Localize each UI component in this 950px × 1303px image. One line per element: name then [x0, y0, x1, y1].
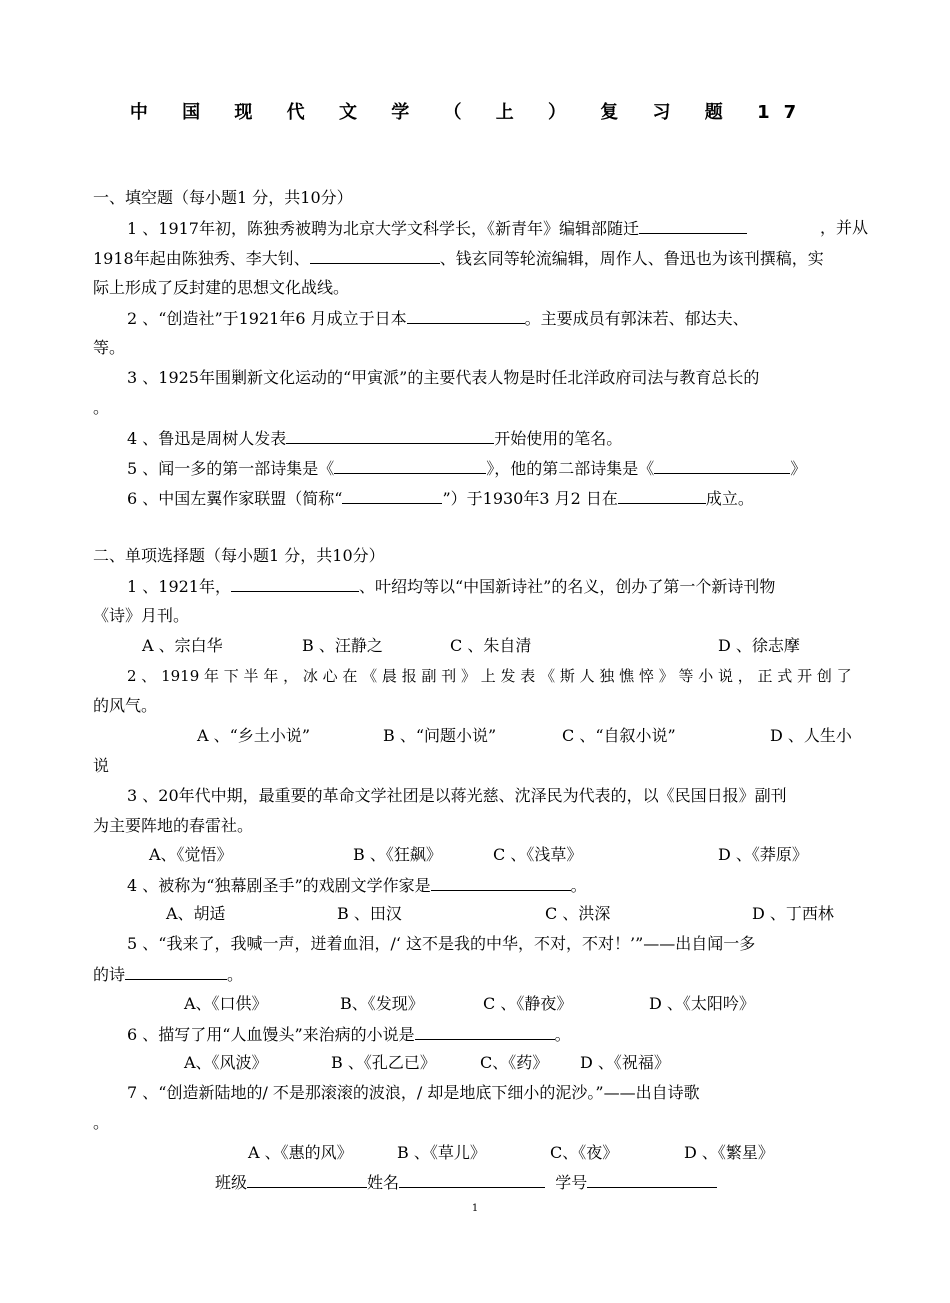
option[interactable]: C 、“自叙小说”: [562, 726, 676, 745]
option[interactable]: C、《夜》: [550, 1143, 619, 1162]
class-label: 班级: [215, 1173, 248, 1192]
name-field[interactable]: [399, 1172, 545, 1188]
option[interactable]: A、《觉悟》: [149, 845, 233, 864]
question-text: 4 、鲁迅是周树人发表 开始使用的笔名。: [127, 429, 623, 448]
option[interactable]: D 、《繁星》: [684, 1143, 774, 1162]
option[interactable]: C 、朱自清: [450, 636, 532, 655]
answer-blank[interactable]: [334, 458, 486, 474]
section-heading: 二、单项选择题（每小题1 分，共10分）: [93, 546, 385, 565]
question-text: 等。: [93, 338, 126, 357]
question-text: 1 、1921年， 、叶绍均等以“中国新诗社”的名义，创办了第一个新诗刊物: [127, 577, 776, 596]
question-text: 2 、 1919 年 下 半 年 ， 冰 心 在 《 晨 报 副 刊 》 上 发 表 《 斯 人 独 憔 悴 》 等 小 说 ， 正 式 开 创 了: [127, 667, 852, 685]
question-text: 的风气。: [93, 696, 158, 715]
section-heading: 一、填空题（每小题1 分，共10分）: [93, 188, 353, 207]
option[interactable]: B 、《草儿》: [397, 1143, 486, 1162]
answer-blank[interactable]: [639, 218, 747, 234]
name-label: 姓名: [367, 1173, 400, 1192]
answer-blank[interactable]: [286, 428, 494, 444]
student-id-field[interactable]: [587, 1172, 717, 1188]
student-info-footer: [215, 1172, 717, 1193]
question-text: ，并从: [820, 218, 869, 237]
question-text: 1918年起由陈独秀、李大钊、 、钱玄同等轮流编辑，周作人、鲁迅也为该刊撰稿，实: [93, 249, 824, 268]
question-text: 6 、中国左翼作家联盟（简称“ ”）于1930年3 月2 日在 成立。: [127, 489, 754, 508]
question-text: 3 、20年代中期，最重要的革命文学社团是以蒋光慈、沈泽民为代表的，以《民国日报》副刊: [127, 786, 787, 805]
option[interactable]: B 、《狂飙》: [353, 845, 442, 864]
question-text: 6 、描写了用“人血馒头”来治病的小说是 。: [127, 1025, 571, 1044]
question-text: 4 、被称为“独幕剧圣手”的戏剧文学作家是 。: [127, 876, 587, 895]
question-text: 。: [93, 398, 110, 417]
option[interactable]: A、《风波》: [184, 1053, 268, 1072]
option[interactable]: C 、《静夜》: [483, 994, 573, 1013]
question-text: 5 、闻一多的第一部诗集是《 》，他的第二部诗集是《 》: [127, 459, 807, 478]
question-text: 说: [93, 756, 110, 775]
option[interactable]: B 、田汉: [337, 904, 402, 923]
option[interactable]: D 、《太阳吟》: [649, 994, 755, 1013]
option[interactable]: A 、《惠的风》: [248, 1143, 353, 1162]
answer-blank[interactable]: [310, 248, 440, 264]
option[interactable]: A、胡适: [166, 904, 226, 923]
option[interactable]: C、《药》: [480, 1053, 549, 1072]
student-id-label: 学号: [555, 1173, 588, 1192]
class-field[interactable]: [247, 1172, 367, 1188]
question-text: 5 、“我来了，我喊一声，迸着血泪，/‘ 这不是我的中华，不对，不对！’”——出自闻一多: [127, 934, 756, 953]
option[interactable]: B、《发现》: [340, 994, 424, 1013]
option[interactable]: B 、《孔乙已》: [331, 1053, 436, 1072]
option[interactable]: D 、徐志摩: [718, 636, 800, 655]
answer-blank[interactable]: [231, 576, 359, 592]
option[interactable]: D 、丁西林: [752, 904, 834, 923]
question-text: 的诗 。: [93, 965, 244, 984]
option[interactable]: A、《口供》: [184, 994, 268, 1013]
option[interactable]: C 、《浅草》: [493, 845, 583, 864]
question-text: 2 、“创造社”于1921年6 月成立于日本 。主要成员有郭沫若、郁达夫、: [127, 309, 749, 328]
answer-blank[interactable]: [431, 875, 571, 891]
question-text: 为主要阵地的春雷社。: [93, 816, 254, 835]
option[interactable]: A 、宗白华: [142, 636, 223, 655]
answer-blank[interactable]: [654, 458, 790, 474]
option[interactable]: C 、洪深: [545, 904, 611, 923]
question-text: 际上形成了反封建的思想文化战线。: [93, 278, 350, 297]
answer-blank[interactable]: [618, 488, 706, 504]
answer-blank[interactable]: [125, 964, 227, 980]
page-title: 中 国 现 代 文 学 （ 上 ） 复 习 题 17: [129, 102, 811, 123]
question-text: 《诗》月刊。: [93, 606, 190, 625]
question-text: 3 、1925年围剿新文化运动的“甲寅派”的主要代表人物是时任北洋政府司法与教育总长的: [127, 368, 760, 387]
option[interactable]: A 、“乡土小说”: [197, 726, 311, 745]
answer-blank[interactable]: [342, 488, 442, 504]
option[interactable]: D 、人生小: [770, 726, 852, 745]
answer-blank[interactable]: [415, 1024, 555, 1040]
answer-blank[interactable]: [407, 308, 525, 324]
option[interactable]: B 、汪静之: [302, 636, 383, 655]
question-text: 。: [93, 1113, 110, 1132]
option[interactable]: D 、《莽原》: [718, 845, 808, 864]
option[interactable]: D 、《祝福》: [580, 1053, 670, 1072]
question-text: 1 、1917年初，陈独秀被聘为北京大学文科学长，《新青年》编辑部随迁: [127, 218, 747, 239]
option[interactable]: B 、“问题小说”: [383, 726, 497, 745]
question-text: 7 、“创造新陆地的/ 不是那滚滚的波浪，/ 却是地底下细小的泥沙。”——出自诗歌: [127, 1083, 700, 1102]
page-number: 1: [471, 1203, 479, 1214]
